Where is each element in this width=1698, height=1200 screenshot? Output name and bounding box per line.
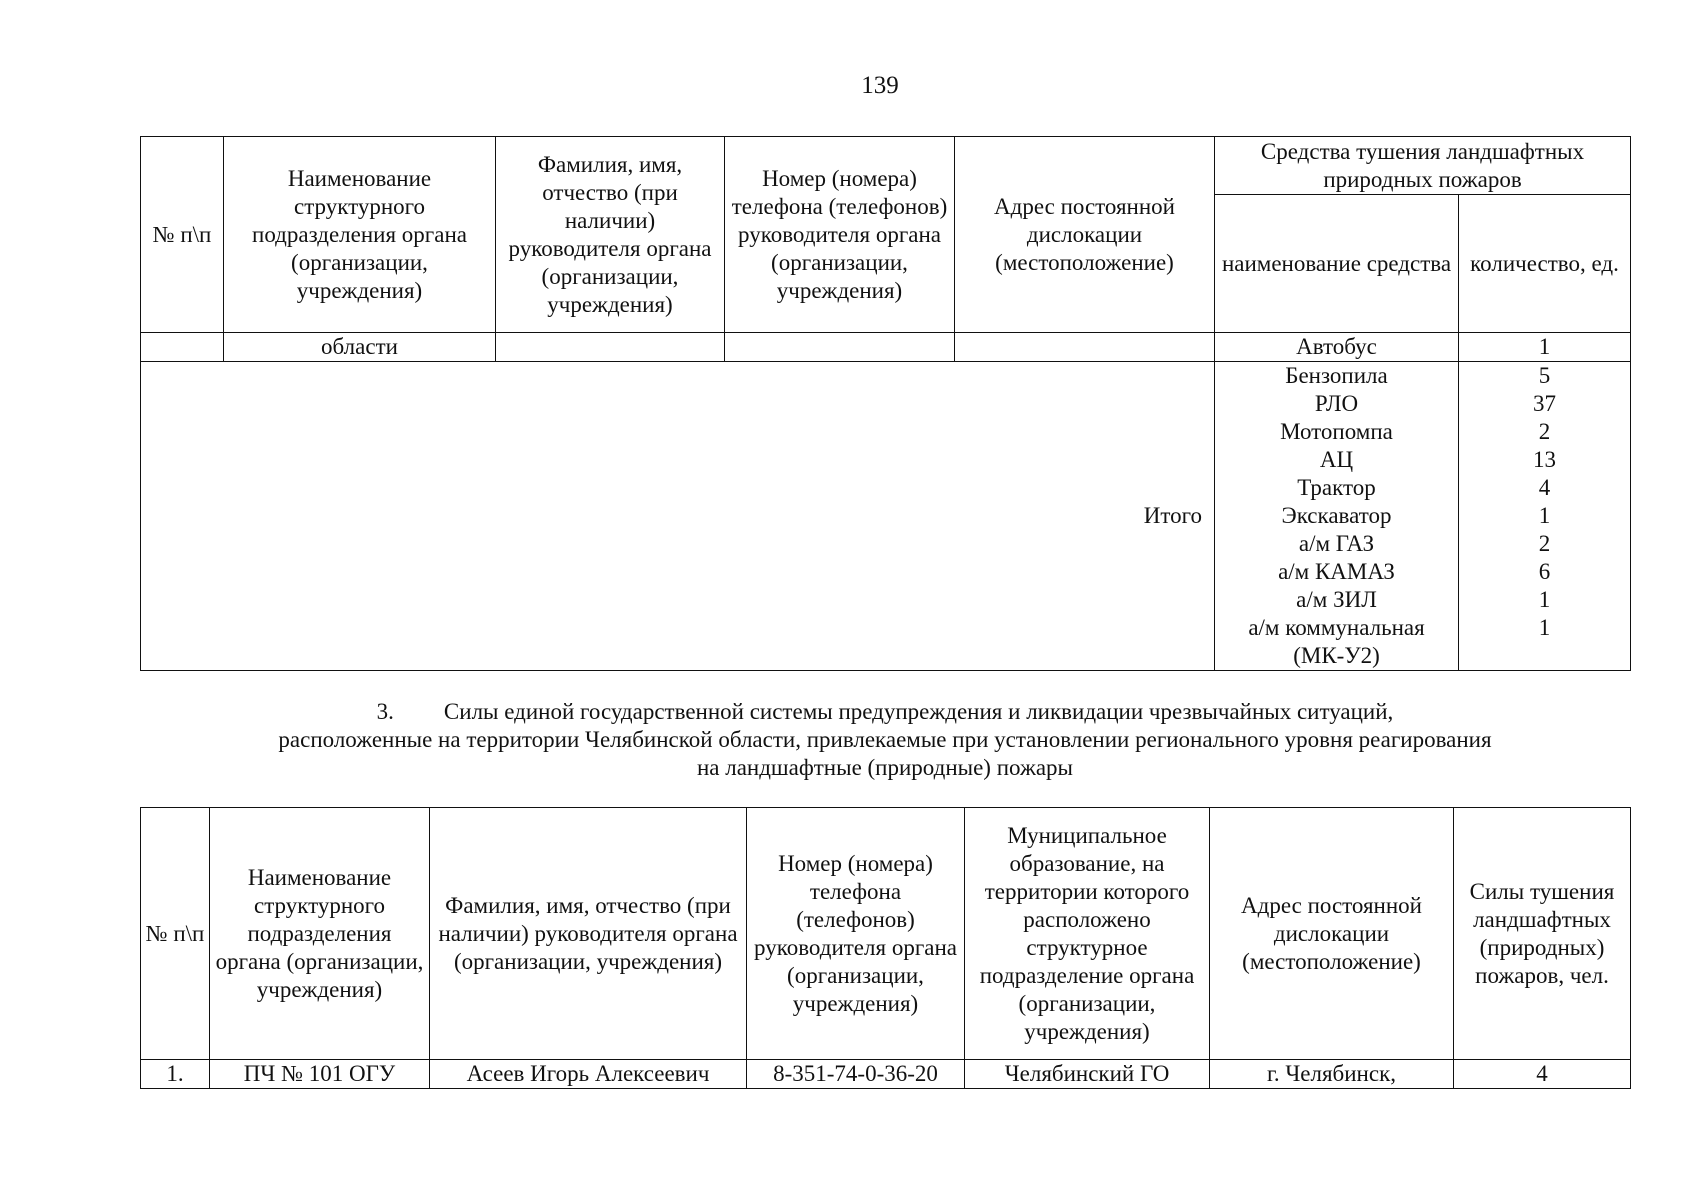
list-item: 2 (1538, 531, 1551, 556)
list-item: АЦ (1319, 447, 1354, 472)
cell-head-name: Асеев Игорь Алексеевич (430, 1060, 747, 1089)
cell-means-name: Автобус (1215, 333, 1459, 362)
list-item: а/м КАМАЗ (1278, 559, 1395, 584)
list-item: Мотопомпа (1280, 419, 1393, 444)
header-phone: Номер (номера) телефона (телефонов) руководителя органа (организации, учреждения) (747, 808, 965, 1060)
list-item (1462, 642, 1627, 670)
cell-phone: 8-351-74-0-36-20 (747, 1060, 965, 1089)
list-item: 4 (1538, 475, 1551, 500)
header-unit-name: Наименование структурного подразделения органа (организации, учреждения) (224, 137, 496, 333)
list-item: 2 (1538, 419, 1551, 444)
list-item: Трактор (1297, 475, 1376, 500)
list-item: Бензопила (1285, 363, 1388, 388)
header-address: Адрес постоянной дислокации (местоположение) (955, 137, 1215, 333)
header-unit-name: Наименование структурного подразделения органа (организации, учреждения) (210, 808, 430, 1060)
list-item: (МК-У2) (1293, 643, 1380, 668)
total-means-qtys (1459, 362, 1631, 671)
section-title-line-2: расположенные на территории Челябинской области, привлекаемые при установлении регионального уровня реагирования (278, 727, 1492, 752)
list-item: 1 (1538, 615, 1551, 640)
header-num: № п\п (141, 808, 210, 1060)
list-item: 6 (1538, 559, 1551, 584)
cell-forces: 4 (1454, 1060, 1631, 1089)
header-phone: Номер (номера) телефона (телефонов) руководителя органа (организации, учреждения) (725, 137, 955, 333)
table-row (141, 333, 1631, 362)
header-means-qty: количество, ед. (1459, 195, 1631, 333)
cell-phone (725, 333, 955, 362)
list-item: 1 (1538, 503, 1551, 528)
header-forces: Силы тушения ландшафтных (природных) пожаров, чел. (1454, 808, 1631, 1060)
list-item: Экскаватор (1281, 503, 1392, 528)
landscape-fire-means-table (140, 136, 1631, 671)
list-item: а/м ЗИЛ (1296, 587, 1377, 612)
table-row (141, 1060, 1631, 1089)
header-num: № п\п (141, 137, 224, 333)
page-number: 139 (861, 72, 899, 99)
header-means-name: наименование средства (1215, 195, 1459, 333)
section-3-heading (140, 698, 1630, 782)
cell-num: 1. (141, 1060, 210, 1089)
list-item: 1 (1538, 587, 1551, 612)
section-number: 3. (376, 699, 394, 724)
header-municipality: Муниципальное образование, на территории которого расположено структурное подразделение органа (организации, учреждения) (965, 808, 1210, 1060)
header-head-name: Фамилия, имя, отчество (при наличии) руководителя органа (организации, учреждения) (496, 137, 725, 333)
list-item: 5 (1538, 363, 1551, 388)
header-means-group: Средства тушения ландшафтных природных пожаров (1215, 137, 1631, 195)
section-title-line-1: Силы единой государственной системы предупреждения и ликвидации чрезвычайных ситуаций, (443, 699, 1394, 724)
cell-address (955, 333, 1215, 362)
total-label: Итого (141, 362, 1215, 671)
list-item: 37 (1533, 391, 1556, 416)
section-title-line-3: на ландшафтные (природные) пожары (696, 755, 1074, 780)
total-means-names (1215, 362, 1459, 671)
cell-municipality: Челябинский ГО (965, 1060, 1210, 1089)
list-item: а/м ГАЗ (1298, 531, 1375, 556)
cell-head-name (496, 333, 725, 362)
header-address: Адрес постоянной дислокации (местоположение) (1210, 808, 1454, 1060)
list-item: 13 (1533, 447, 1556, 472)
section-heading-line-1 (140, 698, 1630, 726)
total-row (141, 362, 1631, 671)
unified-system-forces-table (140, 807, 1631, 1089)
cell-means-qty: 1 (1459, 333, 1631, 362)
list-item: а/м коммунальная (1248, 615, 1425, 640)
header-head-name: Фамилия, имя, отчество (при наличии) руководителя органа (организации, учреждения) (430, 808, 747, 1060)
cell-unit-name: области (224, 333, 496, 362)
cell-unit-name: ПЧ № 101 ОГУ (210, 1060, 430, 1089)
list-item: РЛО (1314, 391, 1359, 416)
cell-address: г. Челябинск, (1210, 1060, 1454, 1089)
cell-num (141, 333, 224, 362)
